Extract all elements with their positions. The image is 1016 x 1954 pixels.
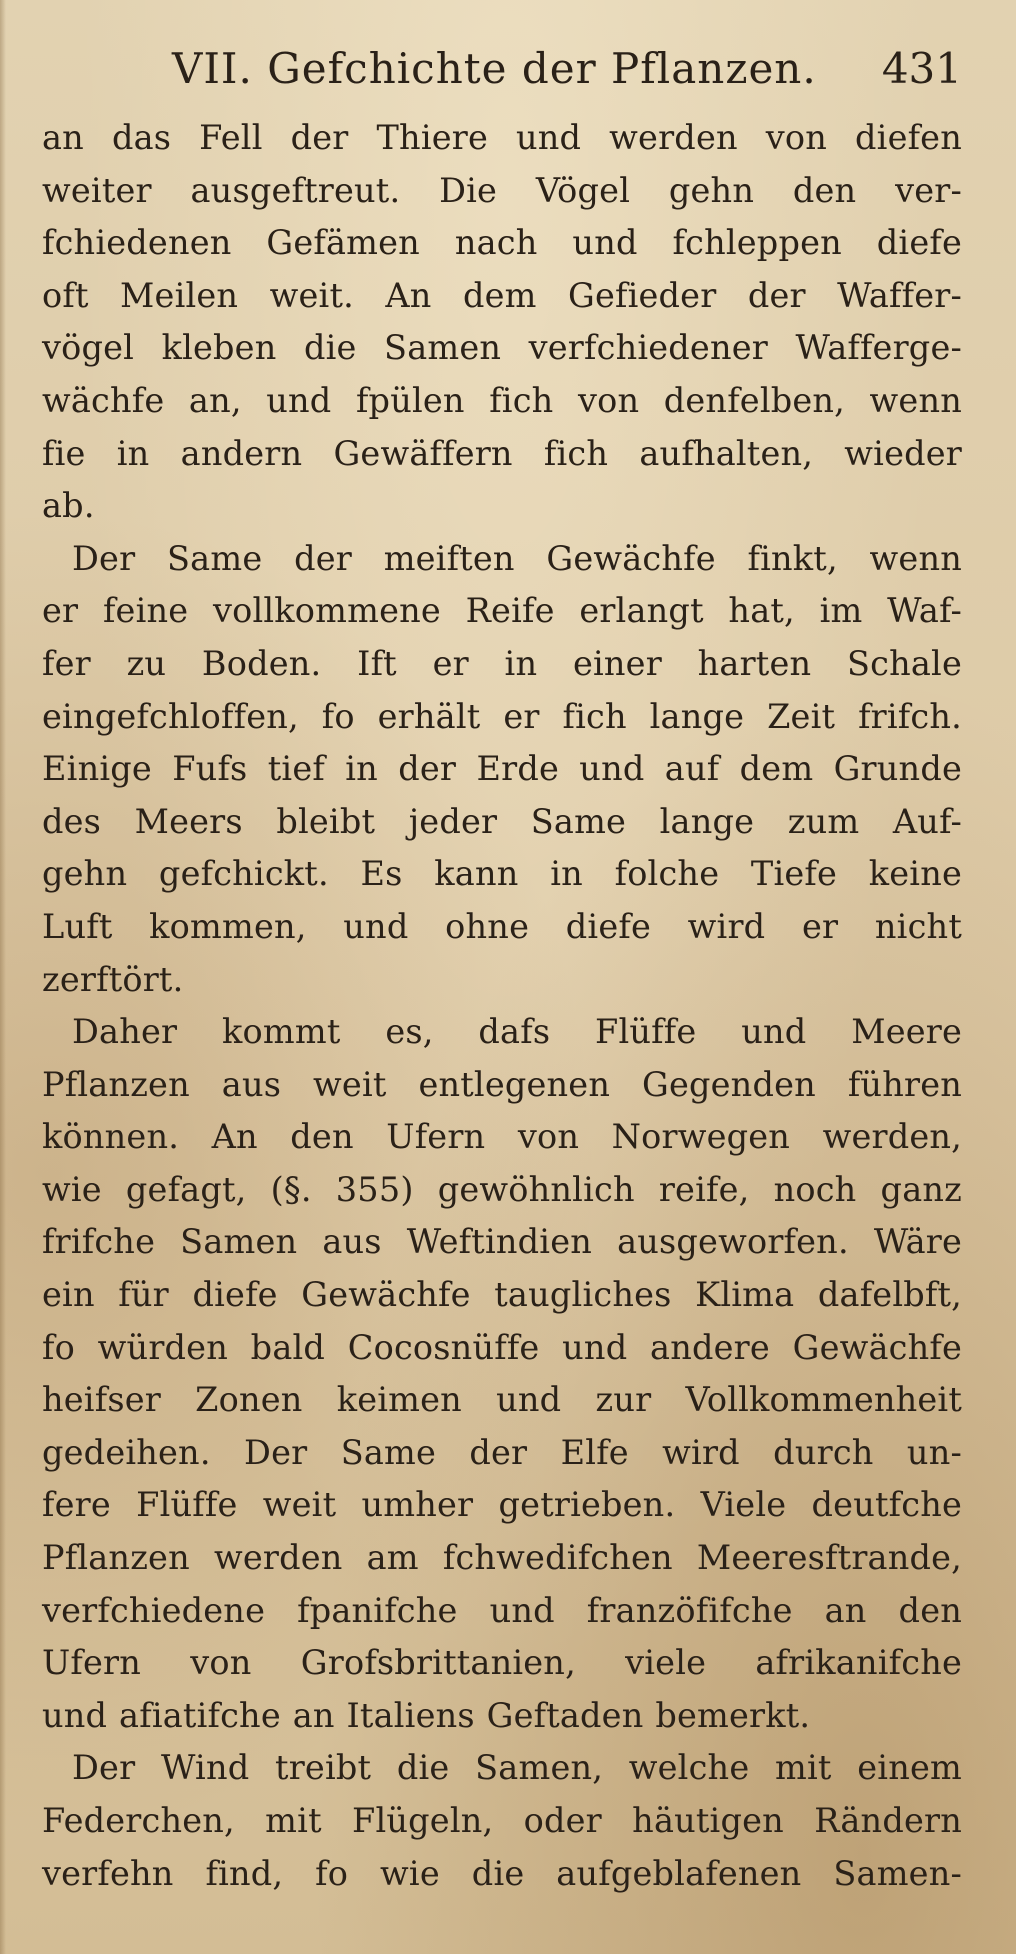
text-line: Ufern von Grofsbrittanien, viele afrikanifche bbox=[42, 1643, 962, 1683]
paragraph-end-line: zerftört. bbox=[42, 959, 184, 999]
text-line: gehn gefchickt. Es kann in folche Tiefe keine bbox=[42, 854, 962, 894]
text-line: er feine vollkommene Reife erlangt hat, im Waf- bbox=[42, 591, 962, 631]
text-line: ein für diefe Gewächfe taugliches Klima dafelbft, bbox=[42, 1275, 962, 1315]
text-line: können. An den Ufern von Norwegen werden, bbox=[42, 1117, 962, 1157]
body-text bbox=[42, 112, 962, 1900]
text-line: Pflanzen aus weit entlegenen Gegenden führen bbox=[42, 1064, 962, 1104]
text-line: fo würden bald Cocosnüffe und andere Gewächfe bbox=[42, 1327, 962, 1367]
paragraph-end-line: ab. bbox=[42, 486, 95, 526]
text-line: fer zu Boden. Ift er in einer harten Schale bbox=[42, 643, 962, 683]
text-line: verfchiedene fpanifche und franzöfifche an den bbox=[42, 1590, 962, 1630]
text-line: Pflanzen werden am fchwedifchen Meeresftrande, bbox=[42, 1538, 962, 1578]
text-line: fere Flüffe weit umher getrieben. Viele deutfche bbox=[42, 1485, 962, 1525]
text-line: heifser Zonen keimen und zur Vollkommenheit bbox=[42, 1380, 962, 1420]
text-line: verfehn find, fo wie die aufgeblafenen Samen- bbox=[42, 1853, 962, 1893]
paragraph-end-line: und afiatifche an Italiens Geftaden bemerkt. bbox=[42, 1695, 811, 1735]
text-line: gedeihen. Der Same der Elfe wird durch un- bbox=[42, 1432, 962, 1472]
paragraph-start-line: Der Same der meiften Gewächfe finkt, wenn bbox=[72, 538, 962, 578]
text-line: fie in andern Gewäffern fich aufhalten, wieder bbox=[42, 433, 962, 473]
text-line: eingefchloffen, fo erhält er fich lange Zeit frifch. bbox=[42, 696, 962, 736]
text-line: an das Fell der Thiere und werden von diefen bbox=[42, 118, 962, 157]
text-line: Einige Fufs tief in der Erde und auf dem Grunde bbox=[42, 749, 962, 789]
page-gutter-shadow bbox=[0, 0, 6, 1954]
running-head bbox=[42, 30, 962, 108]
text-line: fchiedenen Gefämen nach und fchleppen diefe bbox=[42, 223, 962, 263]
paragraph-start-line: Daher kommt es, dafs Flüffe und Meere bbox=[72, 1012, 962, 1052]
text-line: wie gefagt, (§. 355) gewöhnlich reife, noch ganz bbox=[42, 1169, 962, 1209]
text-line: wächfe an, und fpülen fich von denfelben, wenn bbox=[42, 380, 962, 420]
text-line: vögel kleben die Samen verfchiedener Wafferge- bbox=[42, 328, 962, 368]
paragraph-start-line: Der Wind treibt die Samen, welche mit einem bbox=[72, 1748, 962, 1788]
text-line: Luft kommen, und ohne diefe wird er nicht bbox=[42, 906, 962, 946]
text-line: oft Meilen weit. An dem Gefieder der Waffer- bbox=[42, 275, 962, 315]
text-line: des Meers bleibt jeder Same lange zum Auf- bbox=[42, 801, 962, 841]
page-number: 431 bbox=[881, 44, 962, 93]
text-line: weiter ausgeftreut. Die Vögel gehn den ver- bbox=[42, 170, 962, 210]
chapter-title: VII. Gefchichte der Pflanzen. bbox=[172, 44, 817, 93]
text-line: Federchen, mit Flügeln, oder häutigen Rändern bbox=[42, 1801, 962, 1840]
text-line: frifche Samen aus Weftindien ausgeworfen. Wäre bbox=[42, 1222, 962, 1262]
